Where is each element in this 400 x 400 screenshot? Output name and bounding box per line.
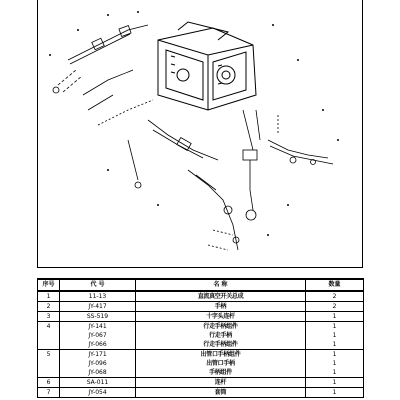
- col-header-name: 名 称: [136, 279, 306, 291]
- row-number: [38, 340, 60, 350]
- part-name: 十字头连杆: [136, 312, 306, 322]
- part-name: 行走手柄组件: [136, 322, 306, 332]
- part-code: JY-171: [60, 350, 136, 360]
- row-number: 6: [38, 378, 60, 388]
- row-number: 3: [38, 312, 60, 322]
- row-number: 4: [38, 322, 60, 332]
- part-name: 出管口手柄: [136, 359, 306, 368]
- quantity: 2: [306, 291, 364, 302]
- row-number: [38, 359, 60, 368]
- quantity: 1: [306, 359, 364, 368]
- drawing-frame: [37, 0, 363, 268]
- row-number: 1: [38, 291, 60, 302]
- part-code: JY-054: [60, 388, 136, 398]
- table-row: [38, 378, 364, 388]
- part-name: 直流真空开关总成: [136, 291, 306, 302]
- gearbox-housing: [158, 22, 256, 110]
- parts-list-table: [37, 278, 364, 398]
- quantity: 1: [306, 312, 364, 322]
- table-row: [38, 312, 364, 322]
- part-code: JY-096: [60, 359, 136, 368]
- left-linkage: [53, 25, 153, 125]
- table-row: [38, 350, 364, 360]
- table-header-row: [38, 279, 364, 291]
- col-header-code: 代 号: [60, 279, 136, 291]
- right-linkage: [243, 110, 333, 220]
- table-row: [38, 302, 364, 312]
- part-name: 连杆: [136, 378, 306, 388]
- part-name: 套筒: [136, 388, 306, 398]
- part-code: JY-068: [60, 368, 136, 378]
- row-number: 2: [38, 302, 60, 312]
- part-code: JY-417: [60, 302, 136, 312]
- part-code: SS-519: [60, 312, 136, 322]
- part-name: 行走手柄: [136, 331, 306, 340]
- table-row: [38, 340, 364, 350]
- table-row: [38, 359, 364, 368]
- quantity: 1: [306, 378, 364, 388]
- part-code: SA-011: [60, 378, 136, 388]
- row-number: 7: [38, 388, 60, 398]
- exploded-view-drawing: [38, 0, 362, 267]
- quantity: 1: [306, 388, 364, 398]
- quantity: 1: [306, 368, 364, 378]
- lower-linkage: [128, 120, 239, 250]
- part-name: 手柄组件: [136, 368, 306, 378]
- part-code: JY-141: [60, 322, 136, 332]
- quantity: 2: [306, 302, 364, 312]
- table-row: [38, 388, 364, 398]
- row-number: [38, 331, 60, 340]
- col-header-no: 序号: [38, 279, 60, 291]
- part-code: 11-13: [60, 291, 136, 302]
- table-row: [38, 368, 364, 378]
- part-code: JY-066: [60, 340, 136, 350]
- col-header-qty: 数量: [306, 279, 364, 291]
- part-name: 行走手柄组件: [136, 340, 306, 350]
- quantity: 1: [306, 350, 364, 360]
- table-row: [38, 322, 364, 332]
- table-row: [38, 291, 364, 302]
- quantity: 1: [306, 340, 364, 350]
- part-code: JY-067: [60, 331, 136, 340]
- quantity: 1: [306, 322, 364, 332]
- part-name: 出管口手柄组件: [136, 350, 306, 360]
- table-row: [38, 331, 364, 340]
- row-number: 5: [38, 350, 60, 360]
- quantity: 1: [306, 331, 364, 340]
- part-name: 手柄: [136, 302, 306, 312]
- row-number: [38, 368, 60, 378]
